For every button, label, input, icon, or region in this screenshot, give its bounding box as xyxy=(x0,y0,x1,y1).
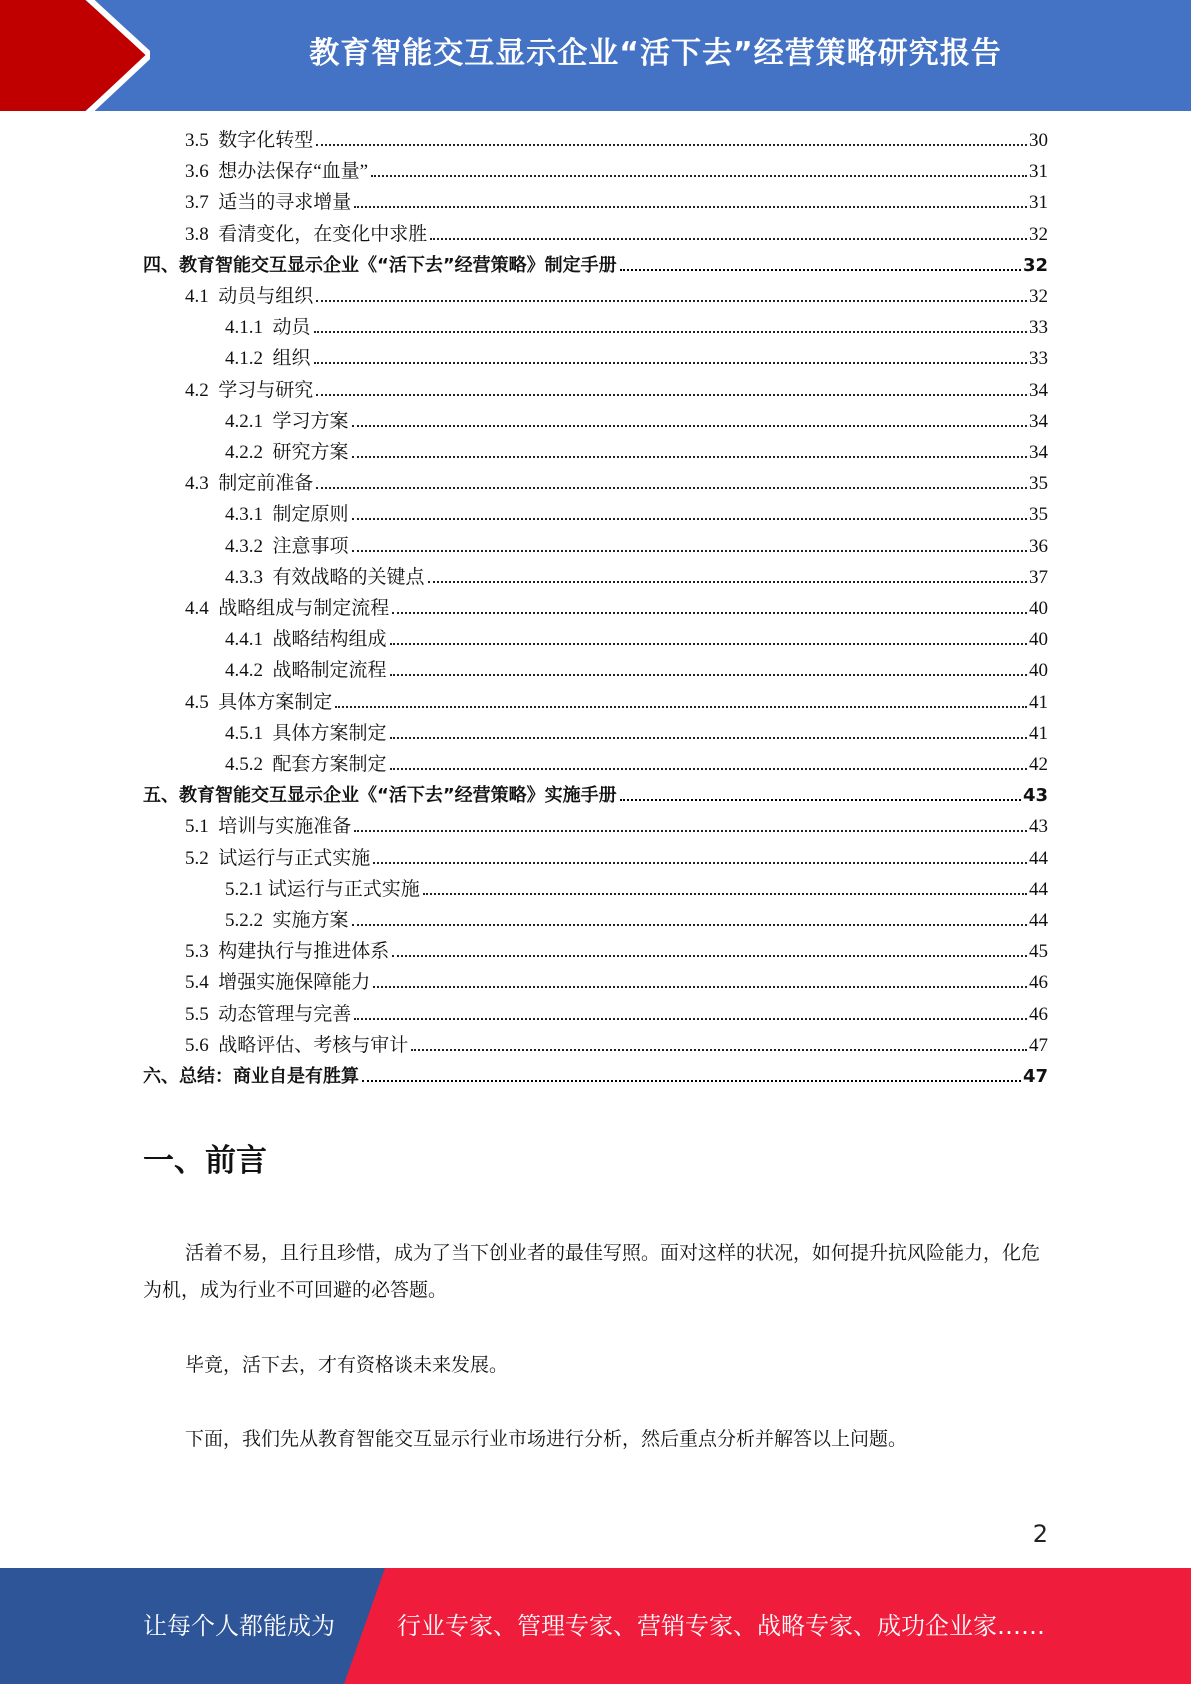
toc-entry-number: 4.4.2 xyxy=(225,660,273,682)
toc-entry-number: 3.6 xyxy=(185,161,219,183)
toc-entry-number: 4.3.2 xyxy=(225,535,273,557)
report-title: 教育智能交互显示企业“活下去”经营策略研究报告 xyxy=(309,36,1002,71)
toc-entry-page: 31 xyxy=(1029,192,1048,214)
toc-entry-content xyxy=(185,594,1048,624)
toc-entry-page: 36 xyxy=(1029,535,1048,557)
header-red-chevron xyxy=(0,0,150,111)
toc-dot-leader xyxy=(352,924,1027,926)
toc-entry-page: 35 xyxy=(1029,504,1048,526)
toc-entry-title: 制定原则 xyxy=(272,504,349,526)
toc-dot-leader xyxy=(352,518,1027,520)
toc-entry[interactable] xyxy=(0,1000,1191,1030)
toc-entry-title: 动员与组织 xyxy=(218,286,314,307)
toc-entry[interactable] xyxy=(0,1062,1191,1092)
toc-entry-title: 试运行与正式实施 xyxy=(267,878,420,900)
toc-entry-title: 四、教育智能交互显示企业《“活下去”经营策略》制定手册 xyxy=(143,254,617,276)
toc-entry-title: 战略结构组成 xyxy=(272,629,387,651)
toc-entry-number: 4.5.1 xyxy=(225,722,273,744)
toc-entry-title: 学习与研究 xyxy=(218,379,314,401)
toc-entry-title: 五、教育智能交互显示企业《“活下去”经营策略》实施手册 xyxy=(143,785,617,807)
toc-dot-leader xyxy=(354,1018,1027,1020)
toc-entry-content xyxy=(185,188,1048,218)
toc-entry[interactable] xyxy=(0,968,1191,998)
toc-entry-page: 46 xyxy=(1029,1003,1048,1025)
toc-entry-title: 动态管理与完善 xyxy=(218,1003,352,1025)
toc-dot-leader xyxy=(392,955,1027,957)
toc-entry-number: 5.6 xyxy=(185,1034,219,1056)
toc-entry-page: 40 xyxy=(1029,598,1048,619)
footer-slogan-left: 让每个人都能成为 xyxy=(143,1612,335,1640)
toc-entry[interactable] xyxy=(0,282,1191,312)
toc-entry-page: 47 xyxy=(1022,1066,1048,1087)
toc-entry[interactable] xyxy=(0,719,1191,749)
toc-entry[interactable] xyxy=(0,220,1191,250)
toc-dot-leader xyxy=(314,362,1027,364)
toc-entry-title: 培训与实施准备 xyxy=(218,816,352,838)
toc-entry-number: 4.2.1 xyxy=(225,410,273,432)
toc-entry-title: 战略评估、考核与审计 xyxy=(218,1034,409,1056)
toc-entry[interactable] xyxy=(0,563,1191,593)
page-header xyxy=(0,0,1191,111)
toc-dot-leader xyxy=(430,238,1027,240)
toc-entry-page: 40 xyxy=(1029,660,1048,682)
toc-dot-leader xyxy=(354,206,1027,208)
toc-entry-page: 43 xyxy=(1022,785,1048,807)
toc-entry-page: 30 xyxy=(1029,130,1048,151)
toc-entry[interactable] xyxy=(0,875,1191,905)
toc-entry-number: 5.1 xyxy=(185,816,219,838)
toc-dot-leader xyxy=(371,175,1027,177)
toc-dot-leader xyxy=(362,1080,1021,1082)
toc-entry[interactable] xyxy=(0,750,1191,780)
toc-entry-title: 数字化转型 xyxy=(218,130,314,151)
toc-entry-title: 战略制定流程 xyxy=(272,660,387,682)
toc-entry-page: 43 xyxy=(1029,816,1048,838)
toc-entry-page: 44 xyxy=(1029,878,1048,900)
toc-entry[interactable] xyxy=(0,1031,1191,1061)
toc-entry-content xyxy=(225,625,1048,655)
toc-entry-number: 5.2.2 xyxy=(225,910,273,931)
toc-dot-leader xyxy=(316,394,1027,396)
toc-entry[interactable] xyxy=(0,500,1191,530)
toc-entry-number: 4.1.2 xyxy=(225,348,273,370)
toc-entry-content xyxy=(143,781,1048,811)
toc-entry-content xyxy=(185,469,1048,499)
toc-entry-title: 组织 xyxy=(272,348,311,370)
toc-entry-page: 44 xyxy=(1029,847,1048,869)
toc-entry-title: 研究方案 xyxy=(272,442,349,463)
toc-entry-page: 46 xyxy=(1029,972,1048,994)
toc-entry-content xyxy=(185,968,1048,998)
toc-dot-leader xyxy=(316,300,1027,302)
toc-dot-leader xyxy=(352,456,1027,458)
toc-entry-page: 34 xyxy=(1029,379,1048,401)
toc-dot-leader xyxy=(373,862,1027,864)
page-number: 2 xyxy=(1032,1520,1048,1548)
toc-entry-content xyxy=(185,126,1048,156)
toc-entry-content xyxy=(185,220,1048,250)
toc-entry-number: 5.3 xyxy=(185,941,219,963)
toc-entry-content xyxy=(225,656,1048,686)
toc-entry-number: 4.3.1 xyxy=(225,504,273,526)
toc-entry-page: 35 xyxy=(1029,473,1048,495)
toc-entry-number: 5.2.1 xyxy=(225,878,268,900)
toc-dot-leader xyxy=(620,799,1021,801)
toc-entry-number: 4.2 xyxy=(185,379,219,401)
toc-entry-page: 34 xyxy=(1029,442,1048,463)
toc-entry-page: 33 xyxy=(1029,348,1048,370)
toc-entry-page: 33 xyxy=(1029,317,1048,339)
toc-dot-leader xyxy=(620,269,1021,271)
toc-entry-page: 41 xyxy=(1029,691,1048,713)
toc-entry-title: 动员 xyxy=(272,317,311,339)
toc-entry[interactable] xyxy=(0,532,1191,562)
toc-entry-page: 32 xyxy=(1022,254,1048,276)
toc-dot-leader xyxy=(390,643,1027,645)
toc-dot-leader xyxy=(390,768,1027,770)
toc-entry-page: 47 xyxy=(1029,1034,1048,1056)
toc-dot-leader xyxy=(390,737,1027,739)
toc-entry-page: 41 xyxy=(1029,722,1048,744)
toc-entry-page: 40 xyxy=(1029,629,1048,651)
toc-dot-leader xyxy=(316,144,1027,146)
toc-entry-title: 战略组成与制定流程 xyxy=(218,598,390,619)
toc-dot-leader xyxy=(411,1049,1027,1051)
toc-entry-number: 5.4 xyxy=(185,972,219,994)
toc-entry-title: 具体方案制定 xyxy=(272,722,387,744)
toc-entry-content xyxy=(225,719,1048,749)
toc-entry[interactable] xyxy=(0,376,1191,406)
toc-entry-title: 看清变化，在变化中求胜 xyxy=(218,223,428,245)
toc-entry[interactable] xyxy=(0,188,1191,218)
toc-entry[interactable] xyxy=(0,594,1191,624)
toc-entry-content xyxy=(225,313,1048,343)
toc-entry-content xyxy=(185,937,1048,967)
toc-entry-number: 4.4.1 xyxy=(225,629,273,651)
toc-entry-content xyxy=(143,1062,1048,1092)
toc-entry[interactable] xyxy=(0,844,1191,874)
toc-entry-title: 制定前准备 xyxy=(218,473,314,495)
toc-entry-title: 六、总结：商业自是有胜算 xyxy=(143,1066,359,1087)
toc-entry-number: 4.1 xyxy=(185,286,219,307)
toc-entry-page: 32 xyxy=(1029,223,1048,245)
toc-entry-title: 构建执行与推进体系 xyxy=(218,941,390,963)
toc-entry-page: 45 xyxy=(1029,941,1048,963)
toc-entry-content xyxy=(225,407,1048,437)
toc-entry-number: 5.2 xyxy=(185,847,219,869)
page-footer xyxy=(0,1568,1191,1684)
toc-entry-content xyxy=(225,344,1048,374)
toc-entry-content xyxy=(185,1000,1048,1030)
toc-entry-number: 4.5.2 xyxy=(225,754,273,775)
toc-dot-leader xyxy=(314,331,1027,333)
toc-entry-number: 4.4 xyxy=(185,598,219,619)
toc-entry[interactable] xyxy=(0,126,1191,156)
toc-entry-title: 注意事项 xyxy=(272,535,349,557)
toc-entry[interactable] xyxy=(0,469,1191,499)
paragraph-1: 活着不易，且行且珍惜，成为了当下创业者的最佳写照。面对这样的状况，如何提升抗风险能力，化危为机，成为行业不可回避的必答题。 xyxy=(143,1242,1041,1301)
paragraph-3: 下面，我们先从教育智能交互显示行业市场进行分析，然后重点分析并解答以上问题。 xyxy=(185,1428,908,1450)
toc-entry-content xyxy=(225,906,1048,936)
toc-dot-leader xyxy=(352,425,1027,427)
toc-entry-page: 34 xyxy=(1029,410,1048,432)
toc-entry[interactable] xyxy=(0,688,1191,718)
toc-entry[interactable] xyxy=(0,906,1191,936)
toc-entry[interactable] xyxy=(0,438,1191,468)
toc-entry[interactable] xyxy=(0,157,1191,187)
toc-dot-leader xyxy=(335,706,1027,708)
toc-entry-page: 32 xyxy=(1029,286,1048,307)
toc-dot-leader xyxy=(352,550,1027,552)
toc-entry-content xyxy=(225,532,1048,562)
toc-entry-number: 4.1.1 xyxy=(225,317,273,339)
toc-dot-leader xyxy=(390,674,1027,676)
toc-entry-title: 配套方案制定 xyxy=(272,754,387,775)
toc-dot-leader xyxy=(428,581,1027,583)
toc-dot-leader xyxy=(373,986,1027,988)
toc-entry-content xyxy=(225,563,1048,593)
toc-entry-title: 具体方案制定 xyxy=(218,691,333,713)
toc-entry-content xyxy=(185,376,1048,406)
toc-dot-leader xyxy=(423,893,1027,895)
toc-entry-number: 4.5 xyxy=(185,691,219,713)
toc-entry-content xyxy=(225,500,1048,530)
toc-entry[interactable] xyxy=(0,937,1191,967)
toc-entry-content xyxy=(185,844,1048,874)
toc-entry-page: 31 xyxy=(1029,161,1048,183)
paragraph-2: 毕竟，活下去，才有资格谈未来发展。 xyxy=(185,1354,509,1376)
toc-entry-title: 有效战略的关键点 xyxy=(272,566,425,588)
toc-dot-leader xyxy=(392,612,1027,614)
toc-entry-content xyxy=(185,282,1048,312)
toc-dot-leader xyxy=(316,487,1027,489)
toc-entry-number: 4.2.2 xyxy=(225,442,273,463)
toc-entry-number: 3.7 xyxy=(185,192,219,214)
toc-entry-number: 4.3 xyxy=(185,473,219,495)
toc-entry[interactable] xyxy=(0,313,1191,343)
toc-entry-content xyxy=(143,251,1048,281)
toc-entry-content xyxy=(185,157,1048,187)
toc-entry[interactable] xyxy=(0,625,1191,655)
toc-entry[interactable] xyxy=(0,656,1191,686)
toc-entry-title: 试运行与正式实施 xyxy=(218,847,371,869)
toc-entry[interactable] xyxy=(0,781,1191,811)
toc-entry-number: 3.8 xyxy=(185,223,219,245)
toc-entry-content xyxy=(185,688,1048,718)
toc-entry-content xyxy=(225,875,1048,905)
toc-entry-page: 37 xyxy=(1029,566,1048,588)
toc-entry-title: 增强实施保障能力 xyxy=(218,972,371,994)
toc-entry-content xyxy=(185,1031,1048,1061)
toc-entry-number: 4.3.3 xyxy=(225,566,273,588)
toc-entry[interactable] xyxy=(0,812,1191,842)
toc-entry-page: 42 xyxy=(1029,754,1048,775)
toc-entry-number: 5.5 xyxy=(185,1003,219,1025)
toc-entry-page: 44 xyxy=(1029,910,1048,931)
toc-entry-title: 想办法保存“血量” xyxy=(218,161,369,183)
section-heading: 一、前言 xyxy=(143,1143,267,1179)
toc-dot-leader xyxy=(354,830,1027,832)
toc-entry[interactable] xyxy=(0,344,1191,374)
toc-entry-title: 适当的寻求增量 xyxy=(218,192,352,214)
toc-entry-title: 实施方案 xyxy=(272,910,349,931)
toc-entry[interactable] xyxy=(0,407,1191,437)
toc-entry-number: 3.5 xyxy=(185,130,219,151)
toc-entry-content xyxy=(225,750,1048,780)
toc-entry-content xyxy=(225,438,1048,468)
toc-entry-title: 学习方案 xyxy=(272,410,349,432)
footer-slogan-right: 行业专家、管理专家、营销专家、战略专家、成功企业家…… xyxy=(397,1612,1045,1640)
toc-entry[interactable] xyxy=(0,251,1191,281)
toc-entry-content xyxy=(185,812,1048,842)
